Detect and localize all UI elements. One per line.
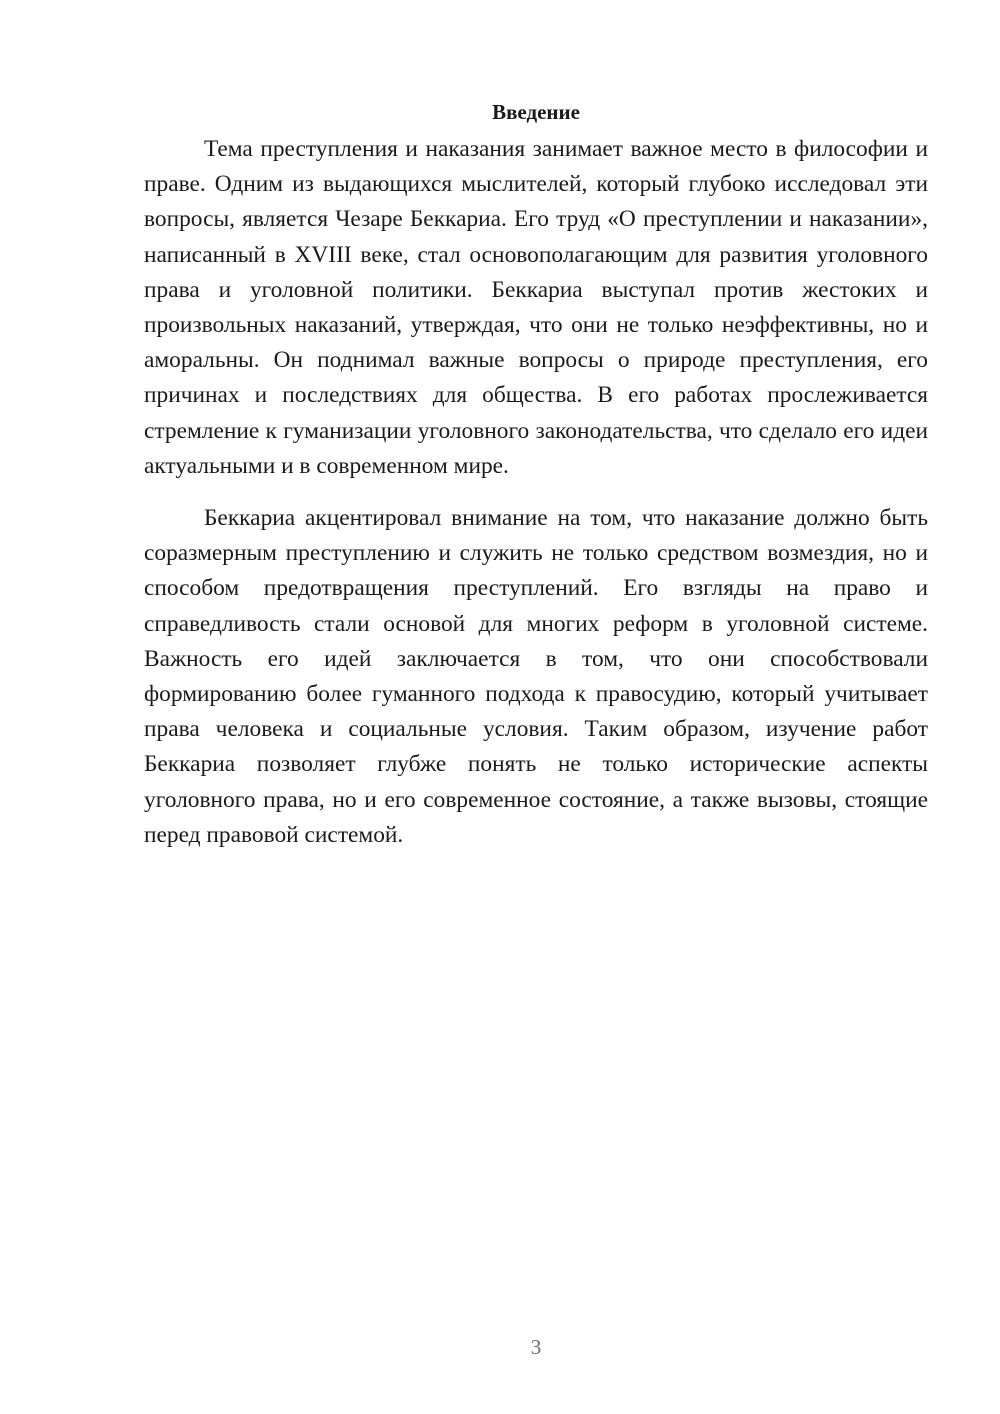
page-content — [144, 94, 928, 853]
paragraph-1: Тема преступления и наказания занимает важное место в философии и праве. Одним из выдающихся мыслителей, который глубоко исследовал эти вопросы, является Чезаре Беккариа. Его труд «О преступлении и наказании», написанный в XVIII веке, стал основополагающим для развития уголовного права и уголовной политики. Беккариа выступал против жестоких и произвольных наказаний, утверждая, что они не только неэффективны, но и аморальны. Он поднимал важные вопросы о природе преступления, его причинах и последствиях для общества. В его работах прослеживается стремление к гуманизации уголовного законодательства, что сделало его идеи актуальными и в современном мире. — [144, 136, 928, 479]
page-number: 3 — [530, 1335, 542, 1359]
paragraph-2: Беккариа акцентировал внимание на том, что наказание должно быть соразмерным преступлению и служить не только средством возмездия, но и способом предотвращения преступлений. Его взгляды на право и справедливость стали основой для многих реформ в уголовной системе. Важность его идей заключается в том, что они способствовали формированию более гуманного подхода к правосудию, который учитывает права человека и социальные условия. Таким образом, изучение работ Беккариа позволяет глубже понять не только исторические аспекты уголовного права, но и его современное состояние, а также вызовы, стоящие перед правовой системой. — [144, 505, 928, 848]
section-heading: Введение — [492, 100, 580, 124]
